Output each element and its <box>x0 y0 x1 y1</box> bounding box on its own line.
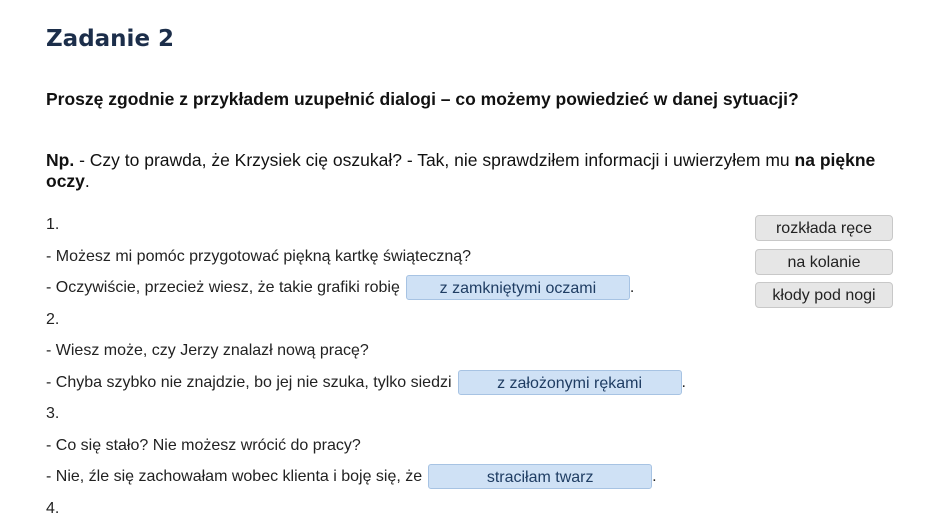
dialog-answer-line <box>46 272 746 304</box>
example-answer: na piękne oczy <box>46 150 876 191</box>
dialog-question: - Możesz mi pomóc przygotować piękną kartkę świąteczną? <box>46 247 472 265</box>
draggable-phrase-chip[interactable]: kłody pod nogi <box>755 282 893 308</box>
dialog-number: 4. <box>46 499 60 517</box>
dialog-question: - Wiesz może, czy Jerzy znalazł nową pracę? <box>46 342 369 359</box>
drop-slot[interactable]: z założonymi rękami <box>458 370 682 395</box>
instruction-text: Proszę zgodnie z przykładem uzupełnić dialogi – co możemy powiedzieć w danej sytuacji? <box>46 89 799 109</box>
answer-text-after: . <box>629 279 635 296</box>
drop-slot[interactable]: z zamkniętymi oczami <box>406 275 630 300</box>
answer-text-after: . <box>652 468 657 485</box>
example-label: Np. <box>46 150 75 170</box>
example-sentence <box>46 150 896 192</box>
draggable-phrase-chip[interactable]: rozkłada ręce <box>755 215 893 241</box>
answer-text-before: - Chyba szybko nie znajdzie, bo jej nie szuka, tylko siedzi <box>46 373 452 391</box>
dialog-list <box>46 209 746 523</box>
word-bank <box>755 215 895 316</box>
example-text: - Czy to prawda, że Krzysiek cię oszukał? - Tak, nie sprawdziłem informacji i uwierzyłem mu <box>74 150 795 170</box>
dialog-answer-line <box>46 367 746 399</box>
drop-slot[interactable]: straciłam twarz <box>428 464 652 489</box>
dialog-answer-line <box>46 461 746 493</box>
answer-text-after: . <box>681 373 686 391</box>
dialog-question: - Co się stało? Nie możesz wrócić do pracy? <box>46 436 361 454</box>
answer-text-before: - Nie, źle się zachowałam wobec klienta i boję się, że <box>46 468 423 485</box>
answer-text-before: - Oczywiście, przecież wiesz, że takie grafiki robię <box>46 279 400 296</box>
draggable-phrase-chip[interactable]: na kolanie <box>755 249 893 275</box>
page-title: Zadanie 2 <box>46 26 175 52</box>
dialog-number: 2. <box>46 310 60 328</box>
example-end: . <box>84 171 90 191</box>
dialog-number: 1. <box>46 216 60 233</box>
dialog-number: 3. <box>46 405 60 422</box>
